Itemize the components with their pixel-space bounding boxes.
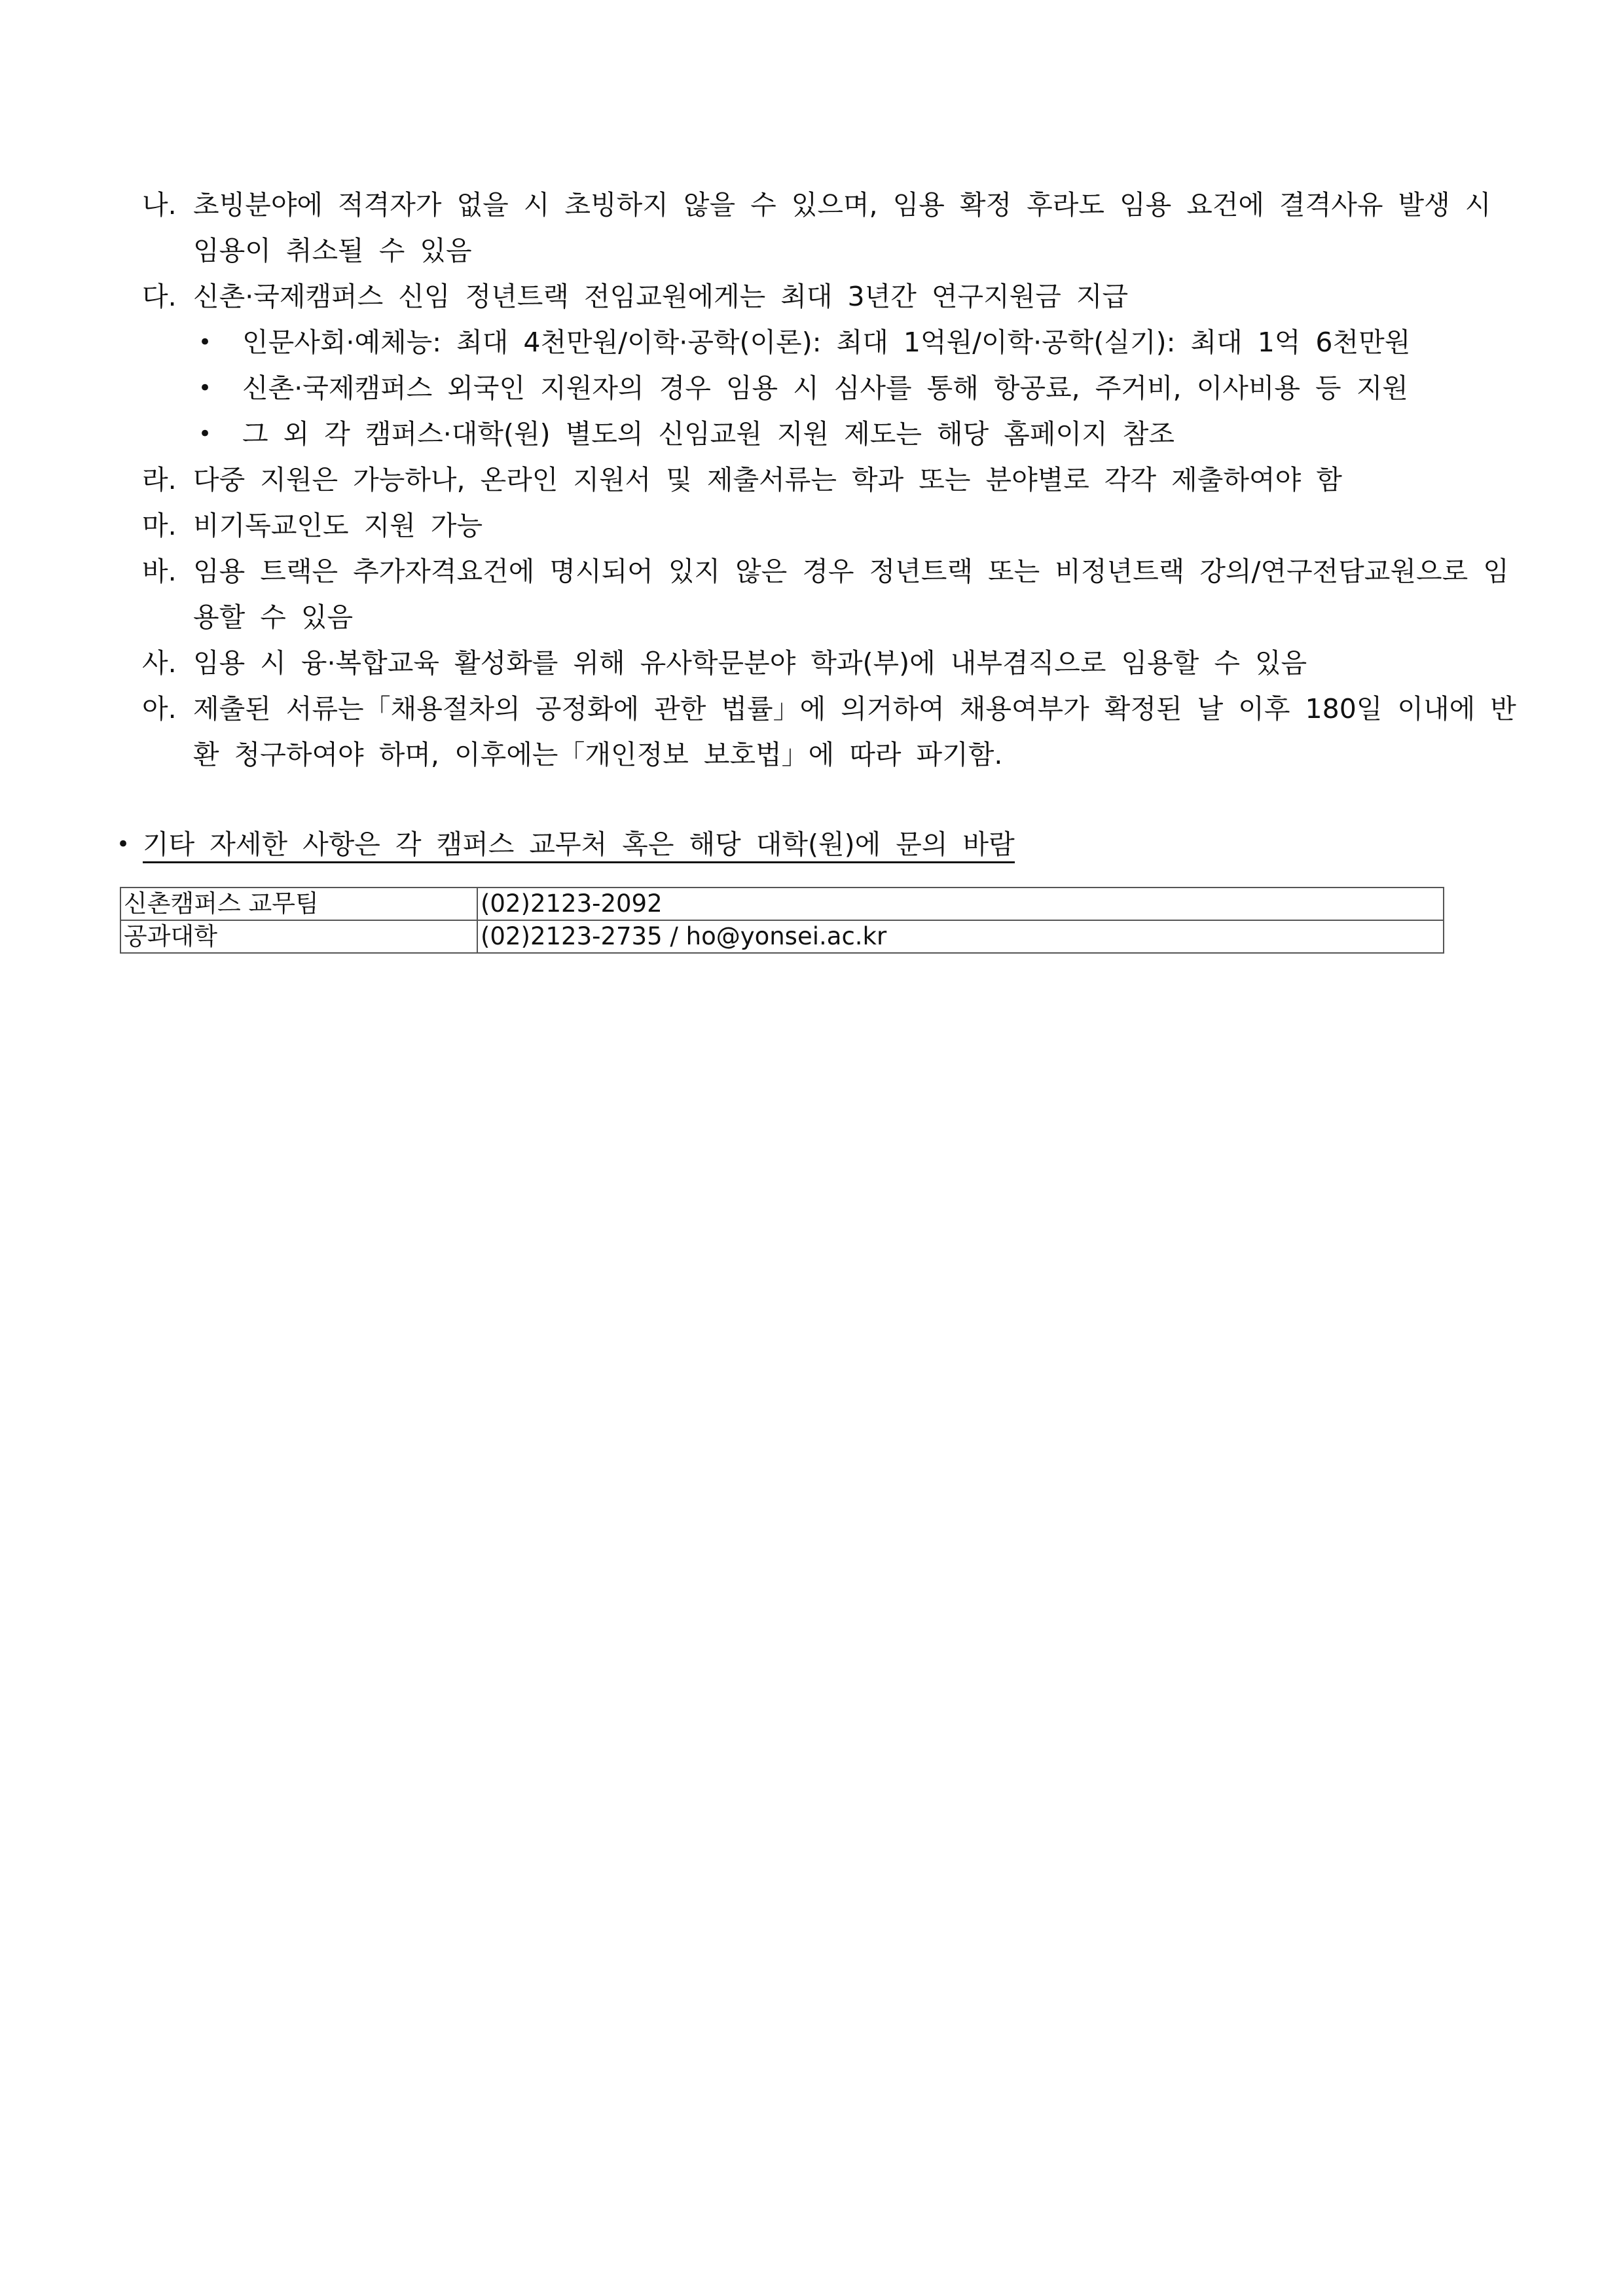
notice-marker: 마. [142, 510, 177, 541]
sub-item-text: 인문사회·예체능: 최대 4천만원/이학·공학(이론): 최대 1억원/이학·공학(실기): 최대 1억 6천만원 [242, 327, 1411, 358]
notice-text: 초빙분야에 적격자가 없을 시 초빙하지 않을 수 있으며, 임용 확정 후라도 임용 요건에 결격사유 발생 시 임용이 취소될 수 있음 [193, 189, 1491, 266]
research-support-list [193, 319, 1522, 457]
notice-item-na [134, 182, 1522, 274]
table-row [120, 920, 1444, 953]
notice-item-ra [134, 457, 1522, 503]
notice-marker: 나. [142, 189, 177, 221]
notice-list [134, 182, 1522, 778]
notice-text: 제출된 서류는「채용절차의 공정화에 관한 법률」에 의거하여 채용여부가 확정된 날 이후 180일 이내에 반환 청구하여야 하며, 이후에는「개인정보 보호법」에 따라 파기함. [193, 693, 1516, 770]
notice-text: 임용 시 융·복합교육 활성화를 위해 유사학문분야 학과(부)에 내부겸직으로 임용할 수 있음 [193, 647, 1307, 679]
contact-label: 공과대학 [120, 920, 477, 953]
notice-item-da [134, 274, 1522, 457]
sub-item-funding-amounts [134, 319, 1522, 365]
notice-marker: 아. [142, 693, 177, 725]
contact-heading-text: 기타 자세한 사항은 각 캠퍼스 교무처 혹은 해당 대학(원)에 문의 바람 [143, 829, 1015, 863]
notice-text: 다중 지원은 가능하나, 온라인 지원서 및 제출서류는 학과 또는 분야별로 각각 제출하여야 함 [193, 464, 1342, 495]
contact-value: (02)2123-2092 [477, 888, 1444, 920]
notice-marker: 사. [142, 647, 177, 679]
contact-label: 신촌캠퍼스 교무팀 [120, 888, 477, 920]
table-row [120, 888, 1444, 920]
bullet-icon: • [198, 329, 212, 355]
notice-item-sa [134, 640, 1522, 686]
contact-value[interactable]: (02)2123-2735 / ho@yonsei.ac.kr [477, 920, 1444, 953]
sub-item-text: 신촌·국제캠퍼스 외국인 지원자의 경우 임용 시 심사를 통해 항공료, 주거비, 이사비용 등 지원 [242, 372, 1408, 404]
notice-item-ma [134, 503, 1522, 548]
contact-heading [117, 821, 1015, 867]
bullet-icon: • [198, 375, 212, 401]
notice-text: 신촌·국제캠퍼스 신임 정년트랙 전임교원에게는 최대 3년간 연구지원금 지급 [193, 281, 1129, 312]
bullet-icon: • [117, 831, 130, 857]
notice-marker: 다. [142, 281, 177, 312]
notice-text: 비기독교인도 지원 가능 [193, 510, 483, 541]
notice-marker: 라. [142, 464, 177, 495]
sub-item-foreign-support [134, 365, 1522, 411]
notice-item-ba [134, 548, 1522, 640]
contact-table [120, 887, 1444, 954]
sub-item-text: 그 외 각 캠퍼스·대학(원) 별도의 신임교원 지원 제도는 해당 홈페이지 참조 [242, 418, 1175, 450]
sub-item-other-support [134, 411, 1522, 457]
notice-item-a [134, 686, 1522, 778]
bullet-icon: • [198, 421, 212, 447]
notice-marker: 바. [142, 556, 177, 587]
notice-text: 임용 트랙은 추가자격요건에 명시되어 있지 않은 경우 정년트랙 또는 비정년트랙 강의/연구전담교원으로 임용할 수 있음 [193, 556, 1509, 633]
